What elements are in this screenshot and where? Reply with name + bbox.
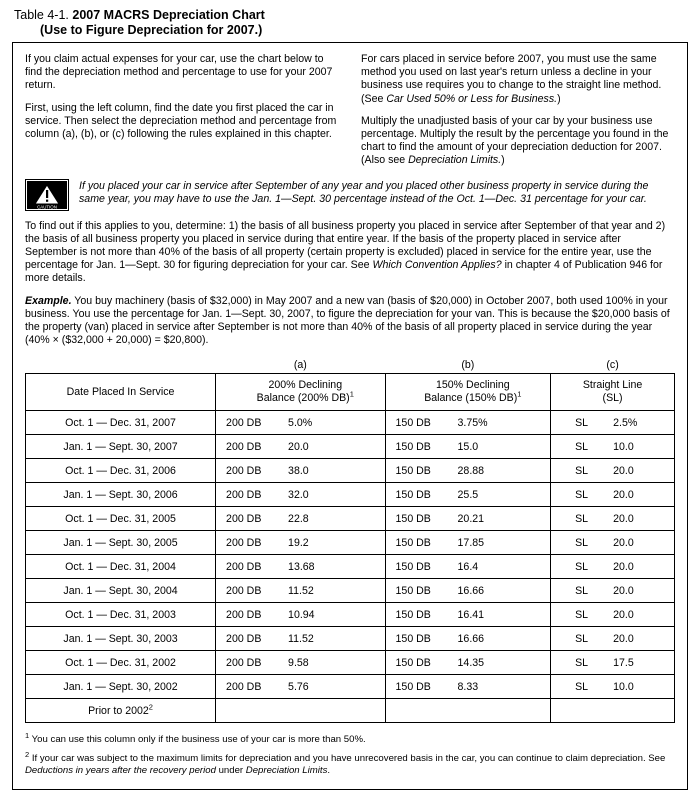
cell-sl-percent: 10.0 xyxy=(613,680,634,693)
cell-sl-percent: 20.0 xyxy=(613,536,634,549)
cell-150db-method: 150 DB xyxy=(395,416,431,429)
cell-sl xyxy=(551,459,675,483)
cell-200db-percent: 13.68 xyxy=(288,560,315,573)
cell-sl-method: SL xyxy=(575,488,589,501)
cell-sl-percent: 20.0 xyxy=(613,488,634,501)
cell-sl-method: SL xyxy=(575,512,589,525)
cell-200db-percent: 9.58 xyxy=(288,656,309,669)
cell-sl-percent: 20.0 xyxy=(613,560,634,573)
cell-150db-percent: 28.88 xyxy=(457,464,485,477)
footnote-2-text-b: under xyxy=(215,764,246,776)
footnote-2-ref-1: Deductions in years after the recovery period xyxy=(25,764,216,776)
header-straight-line xyxy=(551,374,675,411)
cell-150db xyxy=(385,411,551,435)
cell-150db-method: 150 DB xyxy=(395,560,431,573)
intro-right-p2-ref: Depreciation Limits. xyxy=(408,154,502,167)
cell-sl-percent: 20.0 xyxy=(613,632,634,645)
cell-150db xyxy=(385,507,551,531)
cell-sl xyxy=(551,627,675,651)
table-row xyxy=(26,555,675,579)
cell-200db xyxy=(216,507,385,531)
cell-200db-method: 200 DB xyxy=(226,512,262,525)
cell-sl-percent: 17.5 xyxy=(613,656,634,669)
cell-200db-percent: 22.8 xyxy=(288,512,309,525)
cell-150db xyxy=(385,459,551,483)
cell-sl-percent: 20.0 xyxy=(613,512,634,525)
cell-150db-method: 150 DB xyxy=(395,440,431,453)
cell-sl-percent: 20.0 xyxy=(613,608,634,621)
cell-200db-percent: 11.52 xyxy=(288,584,314,597)
cell-200db xyxy=(216,435,385,459)
header-a-line1: 200% Declining xyxy=(268,379,343,392)
content-frame xyxy=(12,42,688,790)
cell-date: Jan. 1 — Sept. 30, 2005 xyxy=(26,531,216,555)
cell-sl xyxy=(551,483,675,507)
header-date-placed-in-service: Date Placed In Service xyxy=(26,374,216,411)
cell-150db-percent: 3.75% xyxy=(457,416,488,429)
cell-150db xyxy=(385,627,551,651)
cell-sl-method: SL xyxy=(575,584,589,597)
macrs-depreciation-table xyxy=(25,358,675,723)
footnote-2 xyxy=(25,749,675,777)
cell-200db-method: 200 DB xyxy=(226,464,262,477)
cell-150db xyxy=(385,483,551,507)
table-row-prior-to-2002 xyxy=(26,699,675,723)
svg-text:CAUTION: CAUTION xyxy=(37,204,57,210)
header-a-line2: Balance (200% DB) xyxy=(256,392,350,405)
footnote-1-mark: 1 xyxy=(25,731,30,741)
body-p1-reference: Which Convention Applies? xyxy=(372,259,502,272)
header-200-declining-balance xyxy=(216,374,385,411)
cell-sl-method: SL xyxy=(575,416,589,429)
cell-200db xyxy=(216,627,385,651)
body-paragraph-1 xyxy=(25,220,675,286)
table-row xyxy=(26,603,675,627)
header-b-line1: 150% Declining xyxy=(436,379,510,392)
cell-150db-method: 150 DB xyxy=(395,584,431,597)
table-group-header-row xyxy=(26,358,675,374)
cell-150db-empty xyxy=(385,699,551,723)
cell-150db-method: 150 DB xyxy=(395,632,431,645)
footnote-2-text-c: . xyxy=(327,764,331,776)
cell-150db-method: 150 DB xyxy=(395,536,431,549)
cell-150db xyxy=(385,531,551,555)
depreciation-table-wrapper xyxy=(25,358,675,723)
cell-200db xyxy=(216,651,385,675)
cell-sl-method: SL xyxy=(575,680,589,693)
intro-columns xyxy=(25,53,675,168)
title-line-1 xyxy=(14,8,688,23)
cell-150db-percent: 14.35 xyxy=(457,656,485,669)
cell-sl-method: SL xyxy=(575,440,589,453)
cell-sl-method: SL xyxy=(575,656,589,669)
table-row xyxy=(26,531,675,555)
header-c-line1: Straight Line xyxy=(582,379,643,392)
cell-date: Oct. 1 — Dec. 31, 2002 xyxy=(26,651,216,675)
cell-date: Oct. 1 — Dec. 31, 2004 xyxy=(26,555,216,579)
table-row xyxy=(26,483,675,507)
intro-left-column xyxy=(25,53,339,168)
body-p1-part-b: in chapter 4 of Publication 946 for more details. xyxy=(25,259,663,285)
cell-150db-method: 150 DB xyxy=(395,512,431,525)
table-body xyxy=(26,411,675,723)
body-p1-part-a: To find out if this applies to you, determine: 1) the basis of all business property you placed in service after September of that year and 2) the basis of all business property you placed in service during that entire year. If the basis of the property placed in service after September is not more than 40% of the basis of all property (certain property is excluded) placed in service for the entire year, use the percentage for Jan. 1—Sept. 30 for figuring depreciation for your car. See xyxy=(25,219,666,272)
table-row xyxy=(26,579,675,603)
cell-150db-method: 150 DB xyxy=(395,656,431,669)
group-header-c: (c) xyxy=(606,359,619,372)
cell-150db-percent: 16.4 xyxy=(457,560,479,573)
cell-sl xyxy=(551,531,675,555)
table-number-label: Table 4-1. xyxy=(14,8,69,22)
cell-date: Oct. 1 — Dec. 31, 2003 xyxy=(26,603,216,627)
table-header-row xyxy=(26,374,675,411)
cell-200db-method: 200 DB xyxy=(226,656,262,669)
cell-sl-percent: 20.0 xyxy=(613,464,634,477)
cell-200db-method: 200 DB xyxy=(226,632,262,645)
intro-right-paragraph-1 xyxy=(361,53,675,106)
cell-200db-method: 200 DB xyxy=(226,680,262,693)
footnote-1 xyxy=(25,730,675,746)
cell-200db xyxy=(216,459,385,483)
header-a-footnote-mark: 1 xyxy=(349,389,354,399)
cell-150db xyxy=(385,579,551,603)
cell-200db xyxy=(216,603,385,627)
cell-200db-percent: 5.76 xyxy=(288,680,309,693)
cell-200db-percent: 11.52 xyxy=(288,632,314,645)
cell-200db-percent: 5.0% xyxy=(288,416,313,429)
intro-right-p2-tail: ) xyxy=(501,154,505,167)
body-paragraph-2 xyxy=(25,295,675,348)
table-row xyxy=(26,627,675,651)
caution-text: If you placed your car in service after September of any year and you placed other business property in service during the same year, you may have to use the Jan. 1—Sept. 30 percentage instead of the Oct. 1—Dec. 31 percentage for your car. xyxy=(79,179,649,205)
cell-sl-method: SL xyxy=(575,632,589,645)
cell-sl-percent: 20.0 xyxy=(613,584,634,597)
page-title xyxy=(14,8,688,38)
cell-date-prior xyxy=(26,699,216,723)
cell-date-prior-footnote-mark: 2 xyxy=(148,702,153,712)
intro-right-p1-tail: ) xyxy=(557,92,561,105)
intro-right-column xyxy=(361,53,675,168)
table-row xyxy=(26,459,675,483)
cell-150db xyxy=(385,435,551,459)
table-row xyxy=(26,675,675,699)
intro-left-paragraph-1: If you claim actual expenses for your car, use the chart below to find the depreciation method and percentage to use for your 2007 return. xyxy=(25,53,333,92)
cell-200db-percent: 10.94 xyxy=(288,608,315,621)
cell-sl xyxy=(551,555,675,579)
intro-right-p2-text: Multiply the unadjusted basis of your car by your business use percentage. Multiply the result by the percentage you found in the chart to find the amount of your depreciation deduction for 2007. (Also see xyxy=(361,114,669,167)
cell-date: Oct. 1 — Dec. 31, 2006 xyxy=(26,459,216,483)
cell-200db-method: 200 DB xyxy=(226,584,262,597)
cell-sl xyxy=(551,507,675,531)
cell-150db-percent: 25.5 xyxy=(457,488,479,501)
footnote-2-ref-2: Depreciation Limits xyxy=(245,764,328,776)
cell-150db-method: 150 DB xyxy=(395,680,431,693)
cell-200db-empty xyxy=(216,699,385,723)
cell-date: Oct. 1 — Dec. 31, 2007 xyxy=(26,411,216,435)
cell-200db-method: 200 DB xyxy=(226,440,262,453)
example-text: You buy machinery (basis of $32,000) in May 2007 and a new van (basis of $20,000) in October 2007, both used 100% in your business. You use the percentage for Jan. 1—Sept. 30, 2007, to figure the depreciation for your van. This is because the $20,000 basis of the property (van) placed in service after September is not more than 40% of the basis of all property placed in service during the year (40% × ($32,000 + 20,000) = $20,800). xyxy=(25,294,670,347)
cell-200db-method: 200 DB xyxy=(226,560,262,573)
cell-150db-method: 150 DB xyxy=(395,608,431,621)
cell-150db-percent: 8.33 xyxy=(457,680,479,693)
footnote-1-text: You can use this column only if the business use of your car is more than 50%. xyxy=(29,734,366,746)
intro-left-paragraph-2: First, using the left column, find the date you first placed the car in service. Then select the depreciation method and percentage from column (a), (b), or (c) following the rules explained in this chapter. xyxy=(25,101,337,141)
cell-200db xyxy=(216,555,385,579)
cell-200db xyxy=(216,483,385,507)
group-header-a: (a) xyxy=(293,359,307,372)
cell-150db xyxy=(385,603,551,627)
cell-date: Jan. 1 — Sept. 30, 2007 xyxy=(26,435,216,459)
cell-150db-percent: 16.41 xyxy=(457,608,485,621)
table-subtitle: (Use to Figure Depreciation for 2007.) xyxy=(40,23,263,37)
table-row xyxy=(26,651,675,675)
cell-200db xyxy=(216,675,385,699)
cell-sl xyxy=(551,675,675,699)
cell-150db-percent: 20.21 xyxy=(457,512,485,525)
cell-150db xyxy=(385,651,551,675)
cell-200db-percent: 32.0 xyxy=(288,488,309,501)
table-row xyxy=(26,435,675,459)
cell-date: Jan. 1 — Sept. 30, 2004 xyxy=(26,579,216,603)
cell-200db-percent: 20.0 xyxy=(288,440,309,453)
cell-sl-method: SL xyxy=(575,608,589,621)
cell-sl-empty xyxy=(551,699,675,723)
intro-right-paragraph-2 xyxy=(361,115,675,168)
cell-150db-percent: 16.66 xyxy=(457,584,485,597)
cell-date-prior-text: Prior to 2002 xyxy=(88,704,149,717)
header-b-line2: Balance (150% DB) xyxy=(424,392,518,405)
cell-150db xyxy=(385,555,551,579)
table-row xyxy=(26,411,675,435)
cell-150db-percent: 15.0 xyxy=(457,440,479,453)
cell-sl xyxy=(551,411,675,435)
cell-sl xyxy=(551,651,675,675)
cell-date: Jan. 1 — Sept. 30, 2006 xyxy=(26,483,216,507)
cell-200db xyxy=(216,531,385,555)
cell-150db xyxy=(385,675,551,699)
cell-150db-method: 150 DB xyxy=(395,488,431,501)
table-row xyxy=(26,507,675,531)
cell-150db-percent: 16.66 xyxy=(457,632,485,645)
cell-200db-percent: 38.0 xyxy=(288,464,309,477)
cell-200db-method: 200 DB xyxy=(226,488,262,501)
cell-sl xyxy=(551,603,675,627)
cell-sl xyxy=(551,435,675,459)
footnotes xyxy=(25,730,675,776)
table-head xyxy=(26,358,675,411)
cell-date: Jan. 1 — Sept. 30, 2003 xyxy=(26,627,216,651)
intro-right-p1-text: For cars placed in service before 2007, you must use the same method you used on last year's return unless a decline in your business use requires you to change to the straight line method. (See xyxy=(361,53,662,105)
cell-sl-percent: 10.0 xyxy=(613,440,634,453)
cell-sl xyxy=(551,579,675,603)
cell-200db xyxy=(216,579,385,603)
caution-icon xyxy=(25,179,69,211)
cell-date: Oct. 1 — Dec. 31, 2005 xyxy=(26,507,216,531)
cell-sl-method: SL xyxy=(575,536,589,549)
cell-sl-method: SL xyxy=(575,560,589,573)
table-title: 2007 MACRS Depreciation Chart xyxy=(72,8,265,22)
cell-200db-method: 200 DB xyxy=(226,536,262,549)
cell-sl-method: SL xyxy=(575,464,589,477)
footnote-2-text-a: If your car was subject to the maximum limits for depreciation and you have unrecovered basis in the car, you can continue to claim depreciation. See xyxy=(29,752,666,764)
header-c-line2: (SL) xyxy=(602,392,623,405)
cell-200db-percent: 19.2 xyxy=(288,536,309,549)
intro-right-p1-ref: Car Used 50% or Less for Business. xyxy=(386,92,558,105)
cell-150db-method: 150 DB xyxy=(395,464,431,477)
cell-150db-percent: 17.85 xyxy=(457,536,485,549)
header-150-declining-balance xyxy=(385,374,551,411)
cell-sl-percent: 2.5% xyxy=(613,416,638,429)
caution-notice xyxy=(25,179,675,211)
footnote-2-mark: 2 xyxy=(25,749,30,759)
cell-200db-method: 200 DB xyxy=(226,416,262,429)
header-b-footnote-mark: 1 xyxy=(517,389,522,399)
group-header-blank xyxy=(26,358,216,374)
cell-200db-method: 200 DB xyxy=(226,608,262,621)
group-header-b: (b) xyxy=(461,359,475,372)
cell-200db xyxy=(216,411,385,435)
cell-date: Jan. 1 — Sept. 30, 2002 xyxy=(26,675,216,699)
example-label: Example. xyxy=(25,294,72,307)
